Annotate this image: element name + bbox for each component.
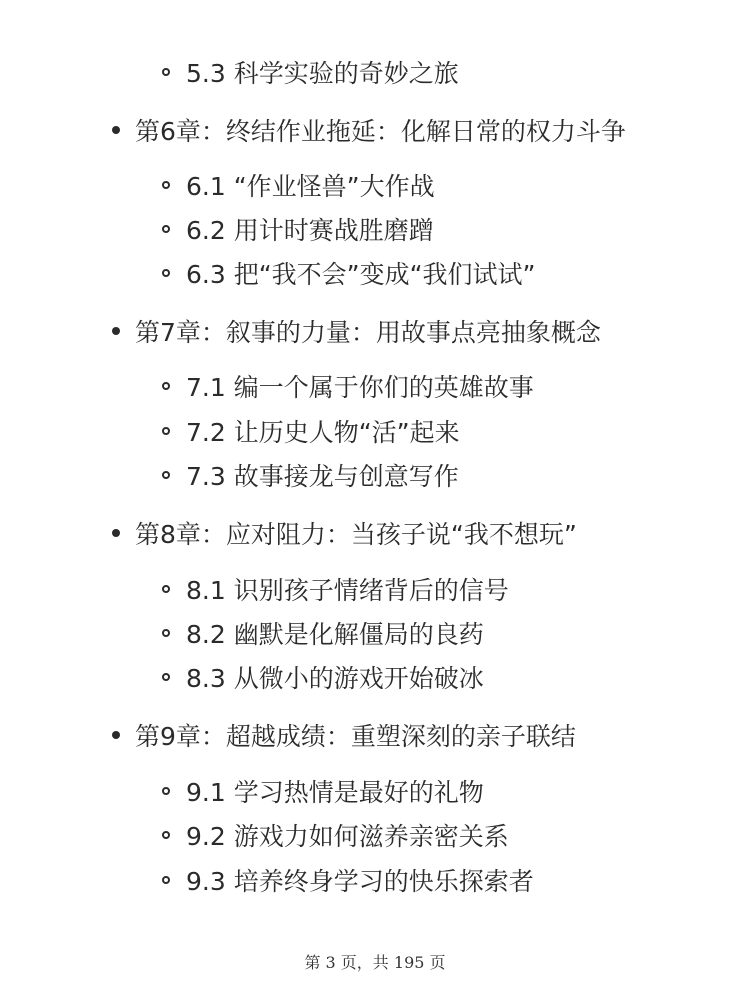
toc-section-label: 9.1 学习热情是最好的礼物 <box>186 778 484 807</box>
circle-bullet-icon <box>162 787 170 795</box>
toc-section-label: 6.2 用计时赛战胜磨蹭 <box>186 216 434 245</box>
toc-chapter-label: 第8章：应对阻力：当孩子说“我不想玩” <box>135 520 577 549</box>
toc-section-label: 9.2 游戏力如何滋养亲密关系 <box>186 822 509 851</box>
toc-chapter-8 <box>112 513 577 553</box>
circle-bullet-icon <box>162 427 170 435</box>
toc-section-9-1 <box>162 771 484 811</box>
toc-section-6-2 <box>162 209 434 249</box>
toc-section-label: 7.1 编一个属于你们的英雄故事 <box>186 373 534 402</box>
toc-chapter-label: 第6章：终结作业拖延：化解日常的权力斗争 <box>135 117 626 146</box>
page-number: 第 3 页，共 195 页 <box>304 953 446 972</box>
toc-section-label: 8.1 识别孩子情绪背后的信号 <box>186 576 509 605</box>
toc-section-label: 5.3 科学实验的奇妙之旅 <box>186 59 459 88</box>
circle-bullet-icon <box>162 382 170 390</box>
toc-section-label: 7.3 故事接龙与创意写作 <box>186 462 459 491</box>
disc-bullet-icon <box>112 126 120 134</box>
toc-section-label: 8.3 从微小的游戏开始破冰 <box>186 664 484 693</box>
toc-chapter-7 <box>112 311 601 351</box>
disc-bullet-icon <box>112 327 120 335</box>
toc-section-9-3 <box>162 860 534 900</box>
toc-section-8-1 <box>162 569 509 609</box>
toc-chapter-label: 第9章：超越成绩：重塑深刻的亲子联结 <box>135 722 576 751</box>
circle-bullet-icon <box>162 269 170 277</box>
circle-bullet-icon <box>162 181 170 189</box>
circle-bullet-icon <box>162 585 170 593</box>
circle-bullet-icon <box>162 225 170 233</box>
toc-chapter-label: 第7章：叙事的力量：用故事点亮抽象概念 <box>135 318 601 347</box>
toc-section-7-2 <box>162 411 460 451</box>
disc-bullet-icon <box>112 731 120 739</box>
toc-section-label: 7.2 让历史人物“活”起来 <box>186 418 460 447</box>
circle-bullet-icon <box>162 673 170 681</box>
circle-bullet-icon <box>162 831 170 839</box>
toc-section-9-2 <box>162 815 509 855</box>
circle-bullet-icon <box>162 68 170 76</box>
toc-section-6-1 <box>162 165 435 205</box>
toc-section-label: 9.3 培养终身学习的快乐探索者 <box>186 867 534 896</box>
circle-bullet-icon <box>162 876 170 884</box>
toc-section-6-3 <box>162 253 536 293</box>
toc-section-8-3 <box>162 657 484 697</box>
toc-section-8-2 <box>162 613 484 653</box>
toc-section-label: 8.2 幽默是化解僵局的良药 <box>186 620 484 649</box>
toc-section-7-1 <box>162 366 534 406</box>
disc-bullet-icon <box>112 529 120 537</box>
toc-section-label: 6.3 把“我不会”变成“我们试试” <box>186 260 536 289</box>
circle-bullet-icon <box>162 629 170 637</box>
toc-section-label: 6.1 “作业怪兽”大作战 <box>186 172 435 201</box>
toc-section-5-3 <box>162 52 459 92</box>
toc-chapter-6 <box>112 110 626 150</box>
toc-chapter-9 <box>112 715 576 755</box>
circle-bullet-icon <box>162 471 170 479</box>
toc-section-7-3 <box>162 455 459 495</box>
